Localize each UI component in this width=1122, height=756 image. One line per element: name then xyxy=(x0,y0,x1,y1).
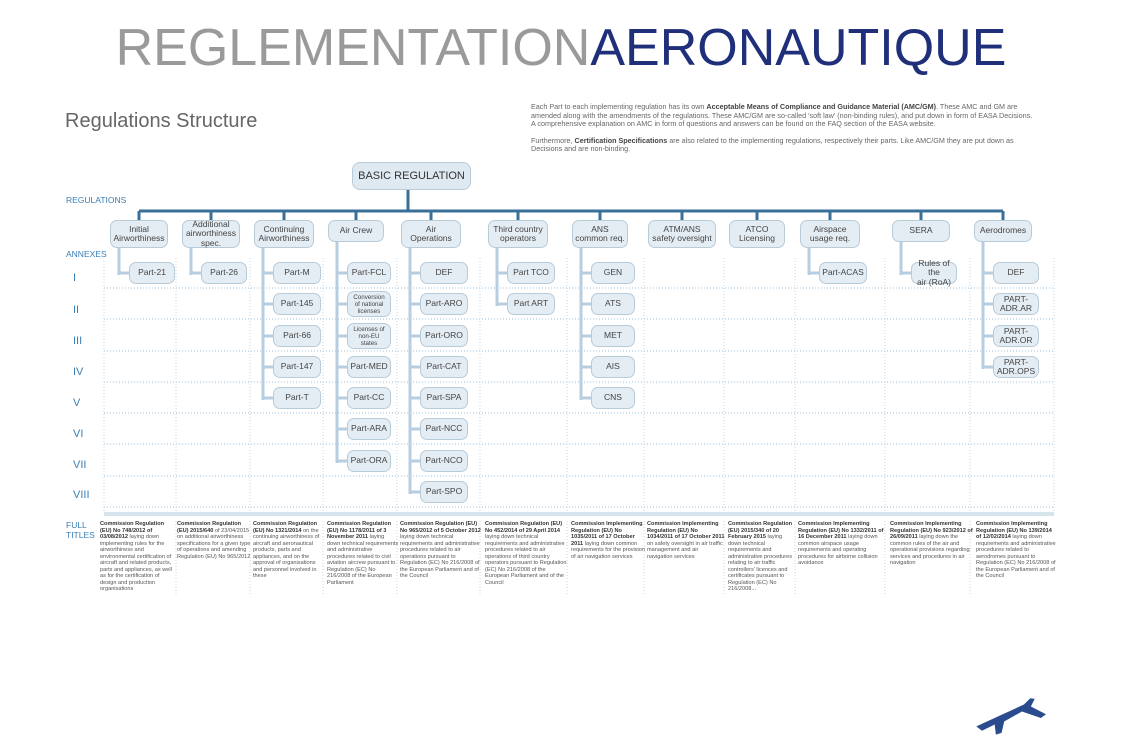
banner-blue: AERONAUTIQUE xyxy=(590,19,1007,77)
full-title-text: Commission Regulation (EU) 2015/340 of 20 February 2015 laying down technical requirements and administrative procedures relating to air traffic controllers' licences and certificates pursuant to Regulation (EC) No 216/2008... xyxy=(728,521,793,592)
annex-part-box: Part-T xyxy=(273,387,321,409)
annex-part-box: Part-ORO xyxy=(420,325,468,347)
annex-part-box: DEF xyxy=(993,262,1039,284)
full-title-text: Commission Implementing Regulation (EU) No 1035/2011 of 17 October 2011 laying down common requirements for the provision of air navigation services xyxy=(571,521,645,560)
annex-part-box: MET xyxy=(591,325,635,347)
description-p2: Furthermore, Certification Specifications are also related to the implementing regulations, respectively their parts. Like AMC/GM they are put down as Decisions and are non-binding. xyxy=(531,135,1014,154)
annex-part-box: Part-21 xyxy=(129,262,175,284)
full-title-text: Commission Implementing Regulation (EU) No 923/2012 of 26/09/2011 laying down the common rules of the air and operational provisions regarding services and procedures in air navigation xyxy=(890,521,973,566)
description-p1: Each Part to each implementing regulation has its own Acceptable Means of Compliance and Guidance Material (AMC/GM). These AMC and GM are amended along with the amendments of the regulations. These AMC/GM are so-called 'soft law' (non-binding rules), and put down in form of EASA Decisions. A comprehensive explanation on AMC in form of questions and answers can be found on the FAQ section of the EASA website. xyxy=(531,102,1033,129)
annex-part-box: Part-ARO xyxy=(420,293,468,315)
regulation-box: Aerodromes xyxy=(974,220,1032,242)
annex-part-box: Part-CC xyxy=(347,387,391,409)
full-title-text: Commission Regulation (EU) No 965/2012 of 5 October 2012 laying down technical requirements and administrative procedures related to air operations pursuant to Regulation (EC) No 216/2008 of the European Parliament and of the Council xyxy=(400,521,481,579)
annex-part-box: PART-ADR.OR xyxy=(993,325,1039,347)
annex-number: II xyxy=(73,304,80,316)
full-title-text: Commission Regulation (EU) No 1178/2011 of 3 November 2011 laying down technical requirements and administrative procedures related to civil aviation aircrew pursuant to Regulation (EC) No 216/2008 of the European Parliament xyxy=(327,521,399,586)
annex-part-box: DEF xyxy=(420,262,468,284)
annex-part-box: Part-NCO xyxy=(420,450,468,472)
annex-part-box: GEN xyxy=(591,262,635,284)
annex-part-box: Licenses of non-EU states xyxy=(347,323,391,349)
annex-number: VI xyxy=(73,428,84,440)
full-title-text: Commission Regulation (EU) No 1321/2014 on the continuing airworthiness of aircraft and aeronautical products, parts and appliances, and on the approval of organisations and personnel involved in these xyxy=(253,521,320,579)
annex-number: VII xyxy=(73,459,87,471)
annex-part-box: Conversion of national licenses xyxy=(347,291,391,317)
annex-part-box: Part TCO xyxy=(507,262,555,284)
annex-part-box: Part-147 xyxy=(273,356,321,378)
full-title-text: Commission Regulation (EU) 2015/640 of 23/04/2015 on additional airworthiness specifications for a given type of operations and amending Regulation (EU) No 965/2012 xyxy=(177,521,251,560)
full-title-text: Commission Implementing Regulation (EU) No 1034/2011 of 17 October 2011 on safety oversight in air traffic management and air navigation services xyxy=(647,521,725,560)
annex-part-box: Part-26 xyxy=(201,262,247,284)
regulation-box: SERA xyxy=(892,220,950,242)
annex-part-box: Part-CAT xyxy=(420,356,468,378)
regulation-box: Third country operators xyxy=(488,220,548,248)
full-title-text: Commission Regulation (EU) No 748/2012 of 03/08/2012 laying down implementing rules for the airworthiness and environmental certification of aircraft and related products, parts and appliances, as well as for the certification of design and production organisations xyxy=(100,521,172,592)
regulation-box: Air Operations xyxy=(401,220,461,248)
annex-part-box: Part-FCL xyxy=(347,262,391,284)
annex-part-box: Part-ACAS xyxy=(819,262,867,284)
regulation-box: ATCO Licensing xyxy=(729,220,785,248)
full-titles-label: FULL TITLES xyxy=(66,520,95,540)
annex-part-box: Part ART xyxy=(507,293,555,315)
annex-part-box: ATS xyxy=(591,293,635,315)
regulation-box: Air Crew xyxy=(328,220,384,242)
banner-grey: REGLEMENTATION xyxy=(115,19,591,77)
annex-number: III xyxy=(73,335,83,347)
annex-part-box: CNS xyxy=(591,387,635,409)
basic-regulation-box: BASIC REGULATION xyxy=(352,162,471,190)
annex-part-box: Rules of the air (RoA) xyxy=(911,262,957,284)
annex-part-box: Part-ARA xyxy=(347,418,391,440)
annex-part-box: Part-NCC xyxy=(420,418,468,440)
annex-number: IV xyxy=(73,366,84,378)
annex-part-box: Part-145 xyxy=(273,293,321,315)
annex-part-box: Part-ORA xyxy=(347,450,391,472)
annex-part-box: Part-MED xyxy=(347,356,391,378)
full-title-text: Commission Implementing Regulation (EU) No 1332/2011 of 16 December 2011 laying down common airspace usage requirements and operating procedures for airborne collision avoidance xyxy=(798,521,884,566)
annex-number: I xyxy=(73,272,77,284)
annex-part-box: AIS xyxy=(591,356,635,378)
regulation-box: Initial Airworthiness xyxy=(110,220,168,248)
annexes-label: ANNEXES xyxy=(66,249,107,259)
regulation-box: Continuing Airworthiness xyxy=(254,220,314,248)
annex-number: VIII xyxy=(73,489,90,501)
page-title: Regulations Structure xyxy=(65,110,258,132)
regulation-box: ATM/ANS safety oversight xyxy=(648,220,716,248)
annex-number: V xyxy=(73,397,81,409)
full-title-text: Commission Regulation (EU) No 452/2014 of 29 April 2014 laying down technical requirements and administrative procedures related to air operations of third country operators pursuant to Regulation (EC) No 216/2008 of the European Parliament and of the Council xyxy=(485,521,567,586)
regulation-box: ANS common req. xyxy=(572,220,628,248)
annex-part-box: Part-SPA xyxy=(420,387,468,409)
annex-part-box: PART-ADR.AR xyxy=(993,293,1039,315)
annex-part-box: PART-ADR.OPS xyxy=(993,356,1039,378)
annex-part-box: Part-66 xyxy=(273,325,321,347)
regulations-label: REGULATIONS xyxy=(66,195,127,205)
regulation-box: Additional airworthiness spec. xyxy=(182,220,240,248)
regulation-box: Airspace usage req. xyxy=(800,220,860,248)
full-title-text: Commission Implementing Regulation (EU) No 139/2014 of 12/02/2014 laying down requirements and administrative procedures related to aerodromes pursuant to Regulation (EC) No 216/2008 of the European Parliament and of the Council xyxy=(976,521,1056,579)
annex-part-box: Part-M xyxy=(273,262,321,284)
annex-part-box: Part-SPO xyxy=(420,481,468,503)
